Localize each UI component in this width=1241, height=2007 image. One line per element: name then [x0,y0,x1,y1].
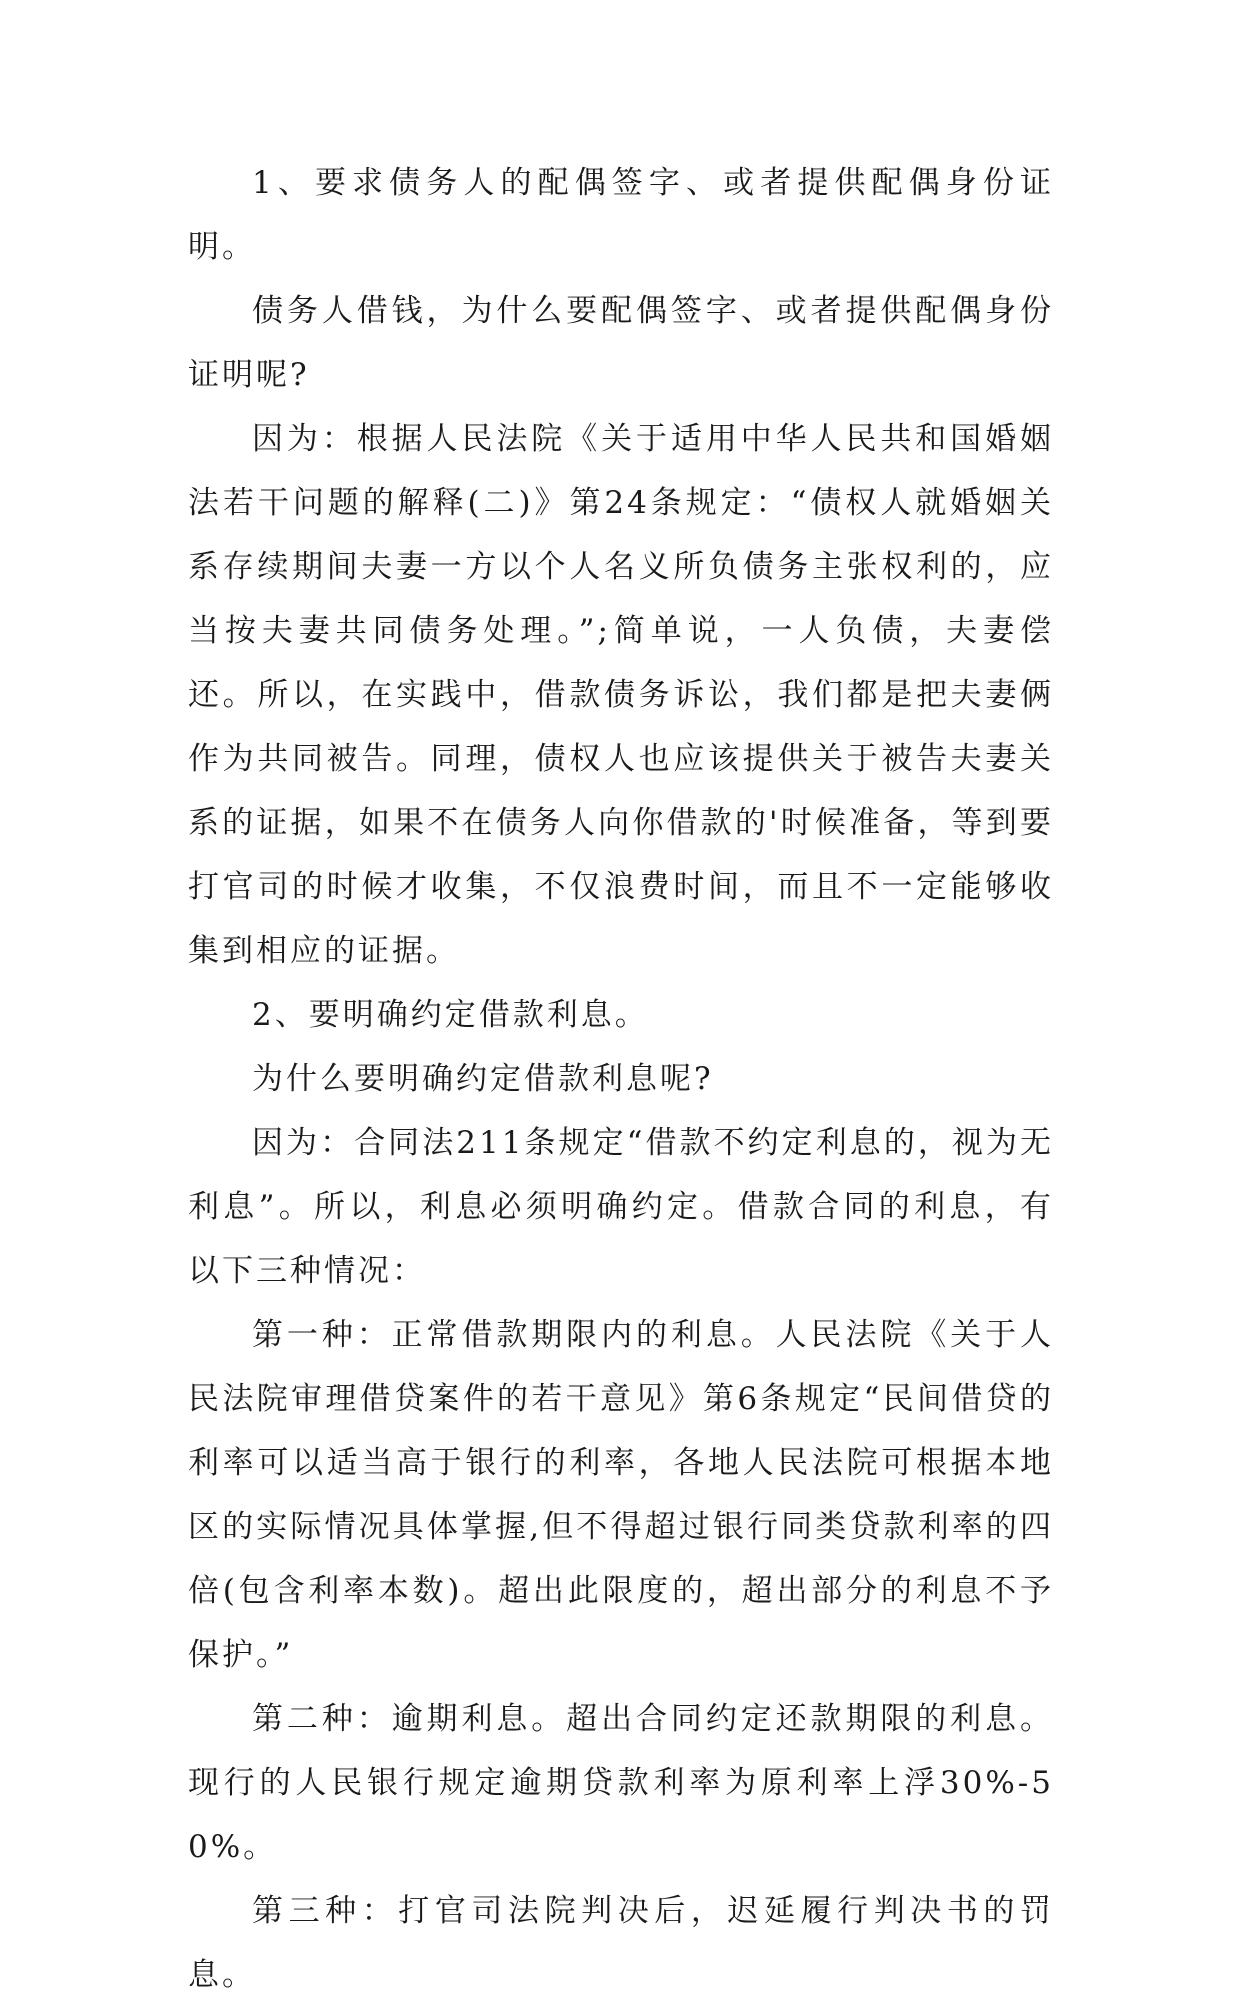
paragraph-question-spouse: 债务人借钱，为什么要配偶签字、或者提供配偶身份证明呢? [188,293,1054,393]
paragraph-reason-marriage-law: 因为：根据人民法院《关于适用中华人民共和国婚姻法若干问题的解释(二)》第24条规定：“债权人就婚姻关系存续期间夫妻一方以个人名义所负债务主张权利的，应当按夫妻共同债务处理。”;简单说，一人负债，夫妻偿还。所以，在实践中，借款债务诉讼，我们都是把夫妻俩作为共同被告。同理，债权人也应该提供关于被告夫妻关系的证据，如果不在债务人向你借款的'时候准备，等到要打官司的时候才收集，不仅浪费时间，而且不一定能够收集到相应的证据。 [188,421,1054,969]
paragraph-item-2-heading: 2、要明确约定借款利息。 [252,997,649,1033]
document-body [188,151,1054,2007]
paragraph-third-kind: 第三种：打官司法院判决后，迟延履行判决书的罚息。 [188,1893,1054,1993]
paragraph-reason-contract-law: 因为：合同法211条规定“借款不约定利息的，视为无利息”。所以，利息必须明确约定。借款合同的利息，有以下三种情况： [188,1125,1054,1289]
paragraph-item-1-heading: 1、要求债务人的配偶签字、或者提供配偶身份证明。 [188,165,1054,265]
paragraph-first-kind: 第一种：正常借款期限内的利息。人民法院《关于人民法院审理借贷案件的若干意见》第6条规定“民间借贷的利率可以适当高于银行的利率，各地人民法院可根据本地区的实际情况具体掌握,但不得超过银行同类贷款利率的四倍(包含利率本数)。超出此限度的，超出部分的利息不予保护。” [188,1317,1054,1673]
paragraph-second-kind: 第二种：逾期利息。超出合同约定还款期限的利息。现行的人民银行规定逾期贷款利率为原利率上浮30%-50%。 [188,1701,1054,1865]
paragraph-question-interest: 为什么要明确约定借款利息呢? [252,1061,714,1097]
